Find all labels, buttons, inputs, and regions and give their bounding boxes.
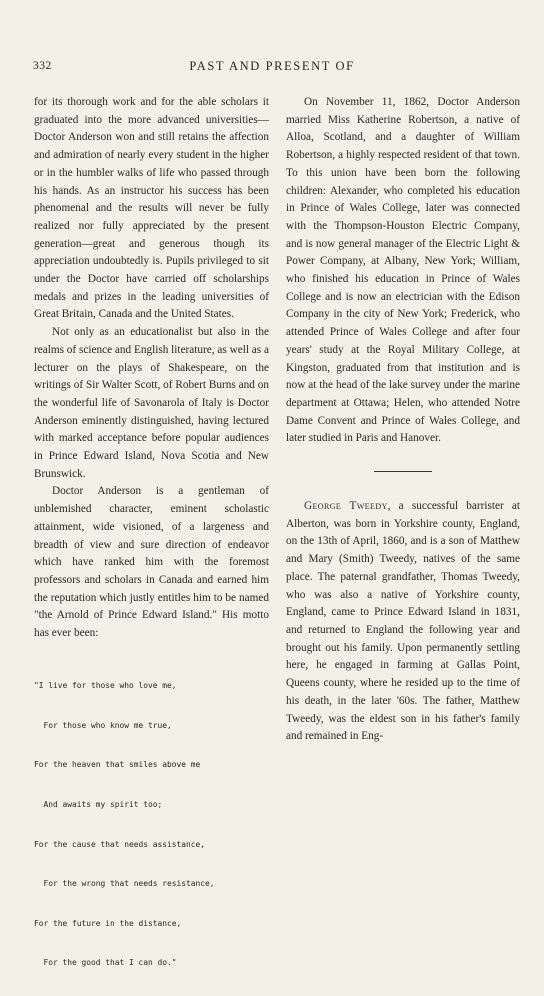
running-head: PAST AND PRESENT OF bbox=[189, 59, 355, 73]
poem-line: For the cause that needs assistance, bbox=[34, 839, 206, 849]
subject-name: George Tweedy bbox=[304, 500, 388, 513]
right-paragraph-1: On November 11, 1862, Doctor Anderson married Miss Katherine Robertson, a native of Alloa, Scotland, and a daughter of William Robertson, a highly respected resident of that town. To this union have been born the following children: Alexander, who completed his education in Prince of Wales College, later was connected with the Thompson-Houston Electric Company, and is now general manager of the Electric Light & Power Company, at Albany, New York; William, who finished his education in Prince of Wales College and is now an electrician with the Edison Company in the city of New York; Frederick, who attended Prince of Wales College and after four years' study at the Royal Military College, at Kingston, graduated from that institution and is now at the head of the lake survey under the marine department at Ottawa; Helen, who attended Notre Dame Convent and Prince of Wales College, and later studied in Paris and Hanover. bbox=[286, 96, 520, 445]
right-column bbox=[286, 94, 520, 746]
left-column bbox=[34, 94, 269, 996]
poem-line: For the wrong that needs resistance, bbox=[34, 879, 215, 889]
poem-line: For the future in the distance, bbox=[34, 918, 182, 928]
page-number: 332 bbox=[33, 60, 52, 72]
poem-line: And awaits my spirit too; bbox=[34, 800, 163, 810]
subject-biography: , a successful barrister at Alberton, was born in Yorkshire county, England, on the 13th of April, 1860, and is a son of Matthew and Mary (Smith) Tweedy, natives of the same place. The paternal grandfather, Thomas Tweedy, who was also a native of Yorkshire county, England, came to Prince Edward Island in 1831, and returned to England the following year and brought out his family. Upon permanently settling here, he engaged in farming at Gallas Point, Queens county, where he resided up to the time of his death, in the later '60s. The father, Matthew Tweedy, was the eldest son in his father's family and remained in Eng- bbox=[286, 500, 520, 743]
poem-line: For the heaven that smiles above me bbox=[34, 760, 201, 770]
left-paragraph-2: Not only as an educationalist but also in the realms of science and English literature, as well as a lecturer on the plays of Shakespeare, on the writings of Sir Walter Scott, of Robert Burns and on the wonderful life of Savonarola of Italy is Doctor Anderson eminently distinguished, having lectured with marked acceptance before popular audiences in Prince Edward Island, Nova Scotia and New Brunswick. bbox=[34, 326, 269, 480]
poem-line: For those who know me true, bbox=[34, 720, 172, 730]
left-paragraph-3: Doctor Anderson is a gentleman of unblemished character, eminent scholastic attainment, wide visioned, of a largeness and breadth of view and sure direction of endeavor which have ranked him with the foremost professors and scholars in Canada and earned him the reputation which justly entitles him to be named "the Arnold of Prince Edward Island." His motto has ever been: bbox=[34, 485, 269, 640]
left-paragraph-1: for its thorough work and for the able scholars it graduated into the more advanced universities—Doctor Anderson won and still retains the affection and admiration of nearly every student in the higher or in the humbler walks of life who passed through his hands. As an instructor his success has been phenomenal and the results will never be fully realized nor fully appreciated by the present generation—great and generous though its appreciation undoubtedly is. Pupils privileged to sit under the Doctor have carried off scholarships medals and prizes in the leading universities of Great Britain, Canada and the United States. bbox=[34, 96, 269, 321]
section-divider bbox=[374, 471, 432, 472]
poem-line: "I live for those who love me, bbox=[34, 681, 177, 691]
motto-poem bbox=[34, 653, 269, 996]
right-paragraph-2 bbox=[286, 498, 520, 746]
poem-line: For the good that I can do." bbox=[34, 958, 177, 968]
